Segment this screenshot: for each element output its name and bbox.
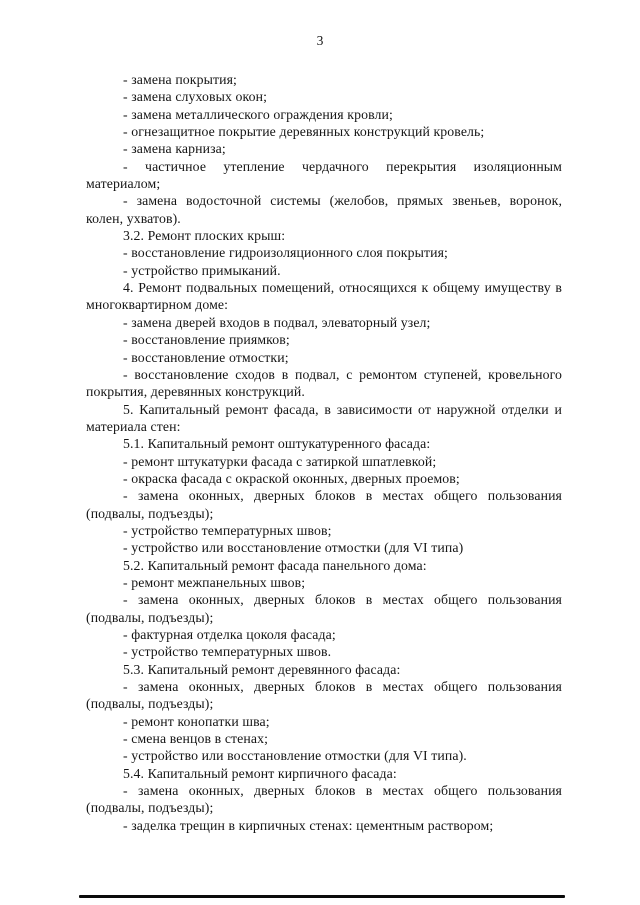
paragraph: - частичное утепление чердачного перекрытия изоляционным материалом; — [86, 158, 562, 192]
paragraph: - замена карниза; — [123, 141, 226, 157]
paragraph: - огнезащитное покрытие деревянных конструкций кровель; — [123, 124, 485, 140]
paragraph: - заделка трещин в кирпичных стенах: цементным раствором; — [123, 817, 494, 833]
paragraph: - устройство или восстановление отмостки (для VI типа) — [123, 540, 464, 556]
paragraph: - восстановление сходов в подвал, с ремонтом ступеней, кровельного покрытия, деревянных конструкций. — [86, 366, 562, 400]
paragraph: - замена покрытия; — [123, 72, 237, 87]
paragraph: - замена оконных, дверных блоков в местах общего пользования (подвалы, подъезды); — [86, 679, 562, 712]
page-number: 3 — [316, 33, 324, 48]
paragraph: 5. Капитальный ремонт фасада, в зависимости от наружной отделки и материала стен: — [86, 401, 562, 434]
document-body — [86, 71, 562, 834]
paragraph: - замена дверей входов в подвал, элеваторный узел; — [123, 314, 431, 330]
paragraph: - устройство температурных швов. — [123, 644, 332, 660]
paragraph: - восстановление приямков; — [123, 332, 290, 348]
paragraph: 4. Ремонт подвальных помещений, относящихся к общему имуществу в многоквартирном доме: — [86, 280, 562, 313]
paragraph: - восстановление отмостки; — [123, 349, 289, 365]
paragraph: - ремонт межпанельных швов; — [123, 574, 306, 590]
paragraph: - замена металлического ограждения кровли; — [123, 106, 393, 122]
paragraph: - ремонт конопатки шва; — [123, 713, 270, 729]
paragraph: - замена водосточной системы (желобов, прямых звеньев, воронок, колен, ухватов). — [86, 193, 562, 226]
paragraph: - замена оконных, дверных блоков в местах общего пользования (подвалы, подъезды); — [86, 488, 562, 521]
paragraph: 5.2. Капитальный ремонт фасада панельного дома: — [123, 557, 427, 573]
paragraph: - замена оконных, дверных блоков в местах общего пользования (подвалы, подъезды); — [86, 783, 562, 816]
paragraph: - замена оконных, дверных блоков в местах общего пользования (подвалы, подъезды); — [86, 592, 562, 625]
paragraph: - фактурная отделка цоколя фасада; — [123, 627, 336, 642]
paragraph: - устройство температурных швов; — [123, 522, 332, 538]
paragraph: 3.2. Ремонт плоских крыш: — [123, 228, 286, 244]
paragraph: - замена слуховых окон; — [123, 89, 268, 105]
paragraph: - восстановление гидроизоляционного слоя покрытия; — [123, 245, 448, 261]
paragraph: 5.1. Капитальный ремонт оштукатуренного фасада: — [123, 436, 431, 452]
paragraph: - устройство или восстановление отмостки (для VI типа). — [123, 748, 467, 764]
paragraph: - окраска фасада с окраской оконных, дверных проемов; — [123, 470, 460, 486]
paragraph: 5.4. Капитальный ремонт кирпичного фасада: — [123, 765, 397, 781]
paragraph: - смена венцов в стенах; — [123, 731, 269, 747]
paragraph: - ремонт штукатурки фасада с затиркой шпатлевкой; — [123, 453, 437, 469]
paragraph: 5.3. Капитальный ремонт деревянного фасада: — [123, 661, 401, 677]
paragraph: - устройство примыканий. — [123, 262, 281, 278]
scan-artifact-line — [79, 895, 565, 898]
